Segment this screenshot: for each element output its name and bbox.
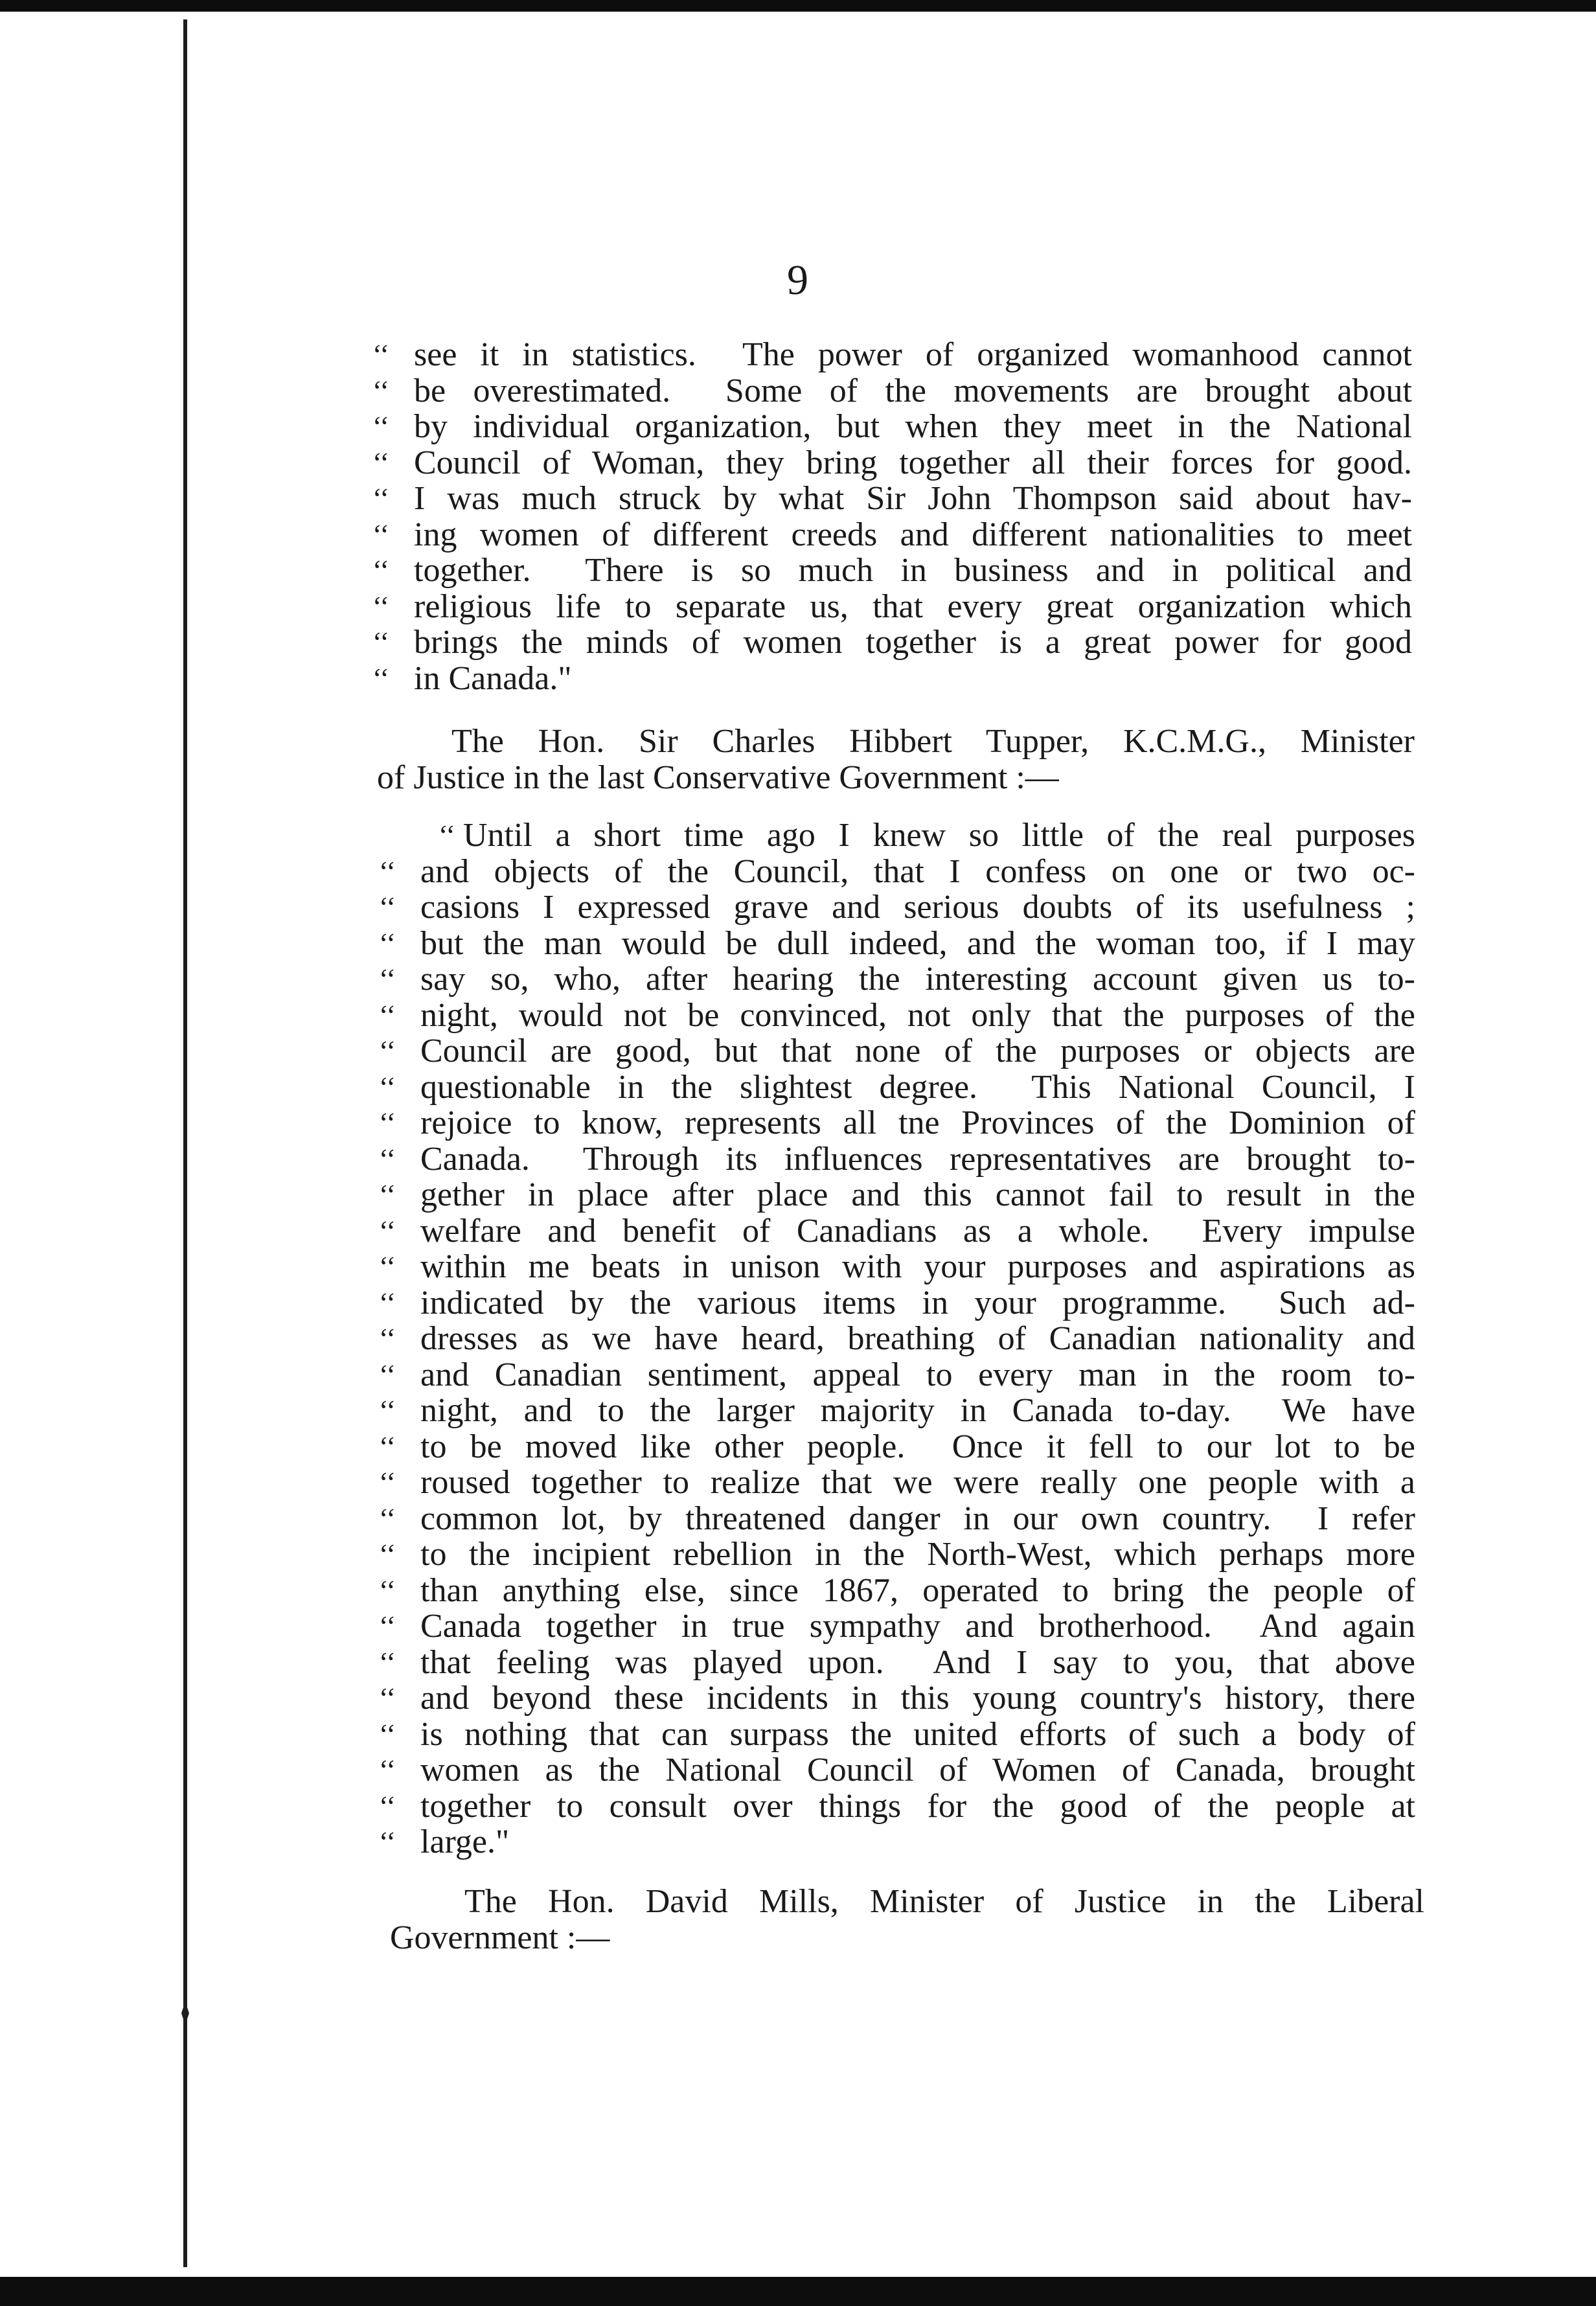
text-line: ‘‘ religious life to separate us, that every great organization which bbox=[372, 588, 1412, 625]
text-line: ‘‘ Council of Woman, they bring together all their forces for good. bbox=[372, 444, 1412, 481]
text-line: ‘‘ to be moved like other people. Once it fell to our lot to be bbox=[379, 1428, 1415, 1465]
text-line: ‘‘ in Canada." bbox=[372, 659, 572, 697]
text-line: ‘‘ rejoice to know, represents all tne Provinces of the Dominion of bbox=[379, 1104, 1415, 1141]
page-spine-line bbox=[183, 19, 187, 2267]
text-line: ‘‘ casions I expressed grave and serious doubts of its usefulness ; bbox=[379, 889, 1415, 926]
text-line: ‘‘ dresses as we have heard, breathing of Canadian nationality and bbox=[379, 1320, 1415, 1357]
text-line: ‘‘ welfare and benefit of Canadians as a whole. Every impulse bbox=[379, 1212, 1415, 1250]
quoted-passage-continuation bbox=[372, 337, 1412, 696]
text-line: ‘‘ women as the National Council of Women of Canada, brought bbox=[379, 1752, 1415, 1788]
text-line: ‘‘ Until a short time ago I knew so little of the real purposes bbox=[438, 817, 1415, 854]
text-line: ‘‘ Council are good, but that none of the purposes or objects are bbox=[379, 1033, 1415, 1069]
text-line: ‘‘ be overestimated. Some of the movements are brought about bbox=[372, 372, 1412, 409]
page-number: 9 bbox=[787, 257, 809, 304]
speaker-introduction-tupper bbox=[377, 724, 1415, 795]
text-line: ‘‘ to the incipient rebellion in the North-West, which perhaps more bbox=[379, 1536, 1415, 1573]
spine-binding-mark bbox=[174, 2002, 197, 2025]
text-line: ‘‘ together. There is so much in business and in political and bbox=[372, 552, 1412, 589]
text-line: ‘‘ common lot, by threatened danger in our own country. I refer bbox=[379, 1500, 1415, 1537]
text-line: ‘‘ see it in statistics. The power of organized womanhood cannot bbox=[372, 336, 1412, 373]
text-line: ‘‘ say so, who, after hearing the interesting account given us to- bbox=[379, 961, 1415, 998]
text-line: ‘‘ is nothing that can surpass the united efforts of such a body of bbox=[379, 1715, 1415, 1753]
text-line: ‘‘ and Canadian sentiment, appeal to every man in the room to- bbox=[379, 1356, 1415, 1393]
speaker-introduction-mills bbox=[390, 1884, 1424, 1956]
text-line: ‘‘ large." bbox=[379, 1823, 510, 1860]
text-line: ‘‘ Canada together in true sympathy and brotherhood. And again bbox=[379, 1608, 1415, 1645]
text-line: ‘‘ brings the minds of women together is a great power for good bbox=[372, 624, 1412, 661]
text-line: ‘‘ by individual organization, but when they meet in the National bbox=[372, 408, 1412, 445]
text-line: ‘‘ within me beats in unison with your purposes and aspirations as bbox=[379, 1248, 1415, 1285]
scan-border-bottom bbox=[0, 2277, 1596, 2306]
text-line: The Hon. Sir Charles Hibbert Tupper, K.C.M.G., Minister bbox=[451, 723, 1415, 760]
text-line: ‘‘ I was much struck by what Sir John Thompson said about hav- bbox=[372, 480, 1412, 517]
text-line: ‘‘ together to consult over things for the good of the people at bbox=[379, 1787, 1415, 1825]
text-line: ‘‘ ing women of different creeds and different nationalities to meet bbox=[372, 516, 1412, 553]
quoted-speech-tupper bbox=[379, 817, 1415, 1860]
text-line: ‘‘ gether in place after place and this cannot fail to result in the bbox=[379, 1176, 1415, 1213]
text-line: ‘‘ Canada. Through its influences representatives are brought to- bbox=[379, 1140, 1415, 1178]
text-line: ‘‘ questionable in the slightest degree. This National Council, I bbox=[379, 1068, 1415, 1106]
text-line: ‘‘ indicated by the various items in your programme. Such ad- bbox=[379, 1284, 1415, 1321]
text-line: of Justice in the last Conservative Government :— bbox=[377, 759, 1059, 796]
text-line: ‘‘ roused together to realize that we were really one people with a bbox=[379, 1464, 1415, 1501]
text-line: ‘‘ and objects of the Council, that I confess on one or two oc- bbox=[379, 852, 1415, 890]
text-line: ‘‘ than anything else, since 1867, operated to bring the people of bbox=[379, 1571, 1415, 1609]
text-line: ‘‘ night, would not be convinced, not only that the purposes of the bbox=[379, 996, 1415, 1034]
text-line: Government :— bbox=[390, 1919, 610, 1956]
text-line: ‘‘ but the man would be dull indeed, and the woman too, if I may bbox=[379, 924, 1415, 962]
text-line: ‘‘ and beyond these incidents in this young country's history, there bbox=[379, 1680, 1415, 1717]
scan-border-top bbox=[0, 0, 1596, 12]
text-line: ‘‘ that feeling was played upon. And I say to you, that above bbox=[379, 1643, 1415, 1681]
text-line: ‘‘ night, and to the larger majority in Canada to-day. We have bbox=[379, 1392, 1415, 1429]
text-line: The Hon. David Mills, Minister of Justice in the Liberal bbox=[464, 1883, 1424, 1920]
